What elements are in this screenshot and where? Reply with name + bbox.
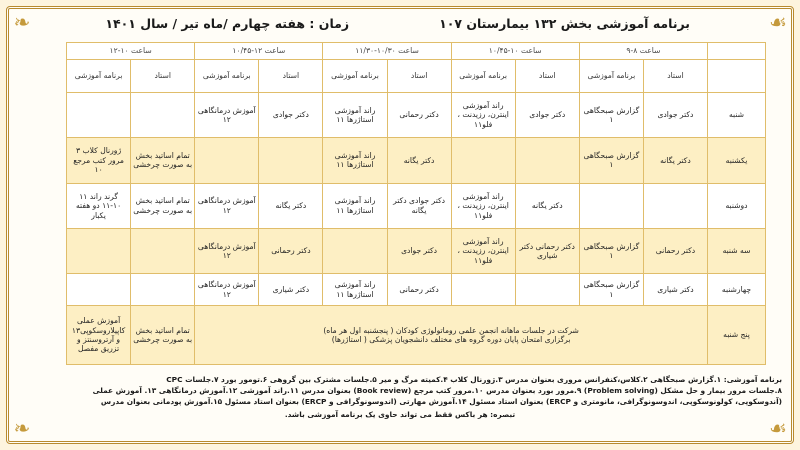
corner-cell (708, 43, 766, 60)
legend-note: تبصره: هر باکس فقط می تواند حاوی یک برنامه آموزشی باشد. (284, 410, 516, 420)
time-slot-2: ساعت ۱۰-۱۰/۴۵ (451, 43, 579, 60)
ornament-icon: ❧ (13, 416, 31, 440)
program-cell: آموزش درمانگاهی ۱۲ (195, 183, 259, 228)
day-row-tuesday (67, 228, 766, 273)
teacher-cell (515, 274, 579, 306)
day-label: شنبه (708, 93, 766, 138)
col-teacher: استاد (515, 60, 579, 93)
teacher-cell: دکتر جوادی (515, 93, 579, 138)
teacher-cell: تمام اساتید بخش به صورت چرخشی (131, 138, 195, 183)
program-cell (323, 228, 387, 273)
program-cell: گزارش صبحگاهی ۱ (579, 93, 643, 138)
col-program: برنامه آموزشی (323, 60, 387, 93)
program-cell: آموزش درمانگاهی ۱۲ (195, 228, 259, 273)
teacher-cell (643, 183, 707, 228)
program-cell (67, 228, 131, 273)
teacher-cell (515, 138, 579, 183)
program-cell: ژورنال کلاب ۳ مرور کتب مرجع ۱۰ (67, 138, 131, 183)
teacher-cell: دکتر شیاری (259, 274, 323, 306)
time-slot-5: ساعت ۱۰-۱۲ (67, 43, 195, 60)
teacher-cell: دکتر یگانه (515, 183, 579, 228)
program-cell: راند آموزشی استاژرها ۱۱ (323, 274, 387, 306)
day-label: سه شنبه (708, 228, 766, 273)
program-legend (18, 374, 782, 420)
teacher-cell: دکتر جوادی (643, 93, 707, 138)
time-slot-1: ساعت ۸-۹ (579, 43, 707, 60)
schedule-table (66, 42, 766, 365)
program-cell: راند آموزشی اینترن، رزیدنت ، فلو۱۱ (451, 93, 515, 138)
program-cell (195, 138, 259, 183)
program-cell (451, 274, 515, 306)
day-label: یکشنبه (708, 138, 766, 183)
program-cell: گزارش صبحگاهی ۱ (579, 228, 643, 273)
time-slot-4: ساعت ۱۲-۱۰/۴۵ (195, 43, 323, 60)
time-slot-3: ساعت ۱۰/۳۰-۱۱/۳۰ (323, 43, 451, 60)
ornament-icon: ❧ (13, 10, 31, 34)
col-program: برنامه آموزشی (195, 60, 259, 93)
program-cell: گزارش صبحگاهی ۱ (579, 138, 643, 183)
col-program: برنامه آموزشی (579, 60, 643, 93)
col-program: برنامه آموزشی (451, 60, 515, 93)
teacher-cell: دکتر یگانه (387, 138, 451, 183)
day-label: پنج شنبه (708, 305, 766, 364)
program-cell: گرند راند ۱۱ ۱۰-۱۱ دو هفته یکبار (67, 183, 131, 228)
program-cell: راند آموزشی اینترن، رزیدنت ، فلو۱۱ (451, 183, 515, 228)
page-title: برنامه آموزشی بخش ۱۳۲ بیمارستان ۱۰۷ (439, 15, 690, 31)
teacher-cell: دکتر جوادی دکتر یگانه (387, 183, 451, 228)
program-cell: راند آموزشی استاژرها ۱۱ (323, 93, 387, 138)
thursday-note-2: برگزاری امتحان پایان دوره گروه های مختلف دانشجویان پزشکی ( استاژرها) (331, 334, 571, 344)
teacher-cell: دکتر یگانه (643, 138, 707, 183)
teacher-cell: دکتر رحمانی (387, 274, 451, 306)
ornament-icon: ☙ (769, 10, 787, 34)
thursday-wide-cell (195, 305, 708, 364)
day-row-sunday (67, 138, 766, 183)
program-cell: آموزش درمانگاهی ۱۲ (195, 93, 259, 138)
teacher-cell (131, 93, 195, 138)
corner-cell (708, 60, 766, 93)
program-cell (451, 138, 515, 183)
program-cell: راند آموزشی استاژرها ۱۱ (323, 138, 387, 183)
legend-line: ۸.جلسات مرور بیمار و حل مشکل (Problem solving) ۹.مرور بورد بعنوان مدرس ۱۰.مرور کتب مرجع (Book review) بعنوان مدرس ۱۱.راند آموزشی ۱۲.آموزش درمانگاهی ۱۳. آموزش عملی (92, 386, 782, 396)
ornament-icon: ☙ (769, 416, 787, 440)
teacher-cell: دکتر رحمانی (387, 93, 451, 138)
teacher-cell: دکتر شیاری (643, 274, 707, 306)
col-teacher: استاد (643, 60, 707, 93)
program-cell: آموزش عملی کاپیلاروسکوپی۱۳ و آرتروسنتز و تزریق مفصل (67, 305, 131, 364)
teacher-cell (131, 274, 195, 306)
teacher-cell: دکتر جوادی (259, 93, 323, 138)
page-header (40, 12, 760, 34)
teacher-cell: تمام اساتید بخش به صورت چرخشی (131, 305, 195, 364)
teacher-cell (131, 228, 195, 273)
teacher-cell (259, 138, 323, 183)
thursday-note-1: شرکت در جلسات ماهانه انجمن علمی روماتولوژی کودکان ( پنجشنبه اول هر ماه) (323, 325, 579, 335)
day-label: دوشنبه (708, 183, 766, 228)
program-cell (579, 183, 643, 228)
legend-line: (آندوسکوپی، کولونوسکوپی، اندوسونوگرافی، مانومتری و ERCP) بعنوان استاد مسئول ۱۴.آموزش مهارتی (اندوسونوگرافی و ERCP) بعنوان استاد مسئول ۱۵.آموزش پودمانی بعنوان مدرس (100, 397, 782, 407)
col-teacher: استاد (131, 60, 195, 93)
day-row-saturday (67, 93, 766, 138)
legend-line: برنامه آموزشی: ۱.گزارش صبحگاهی ۲.کلاس،کنفرانس مروری بعنوان مدرس ۳.ژورنال کلاب ۴.کمیته مرگ و میر ۵.جلسات مشترک بین گروهی ۶.تومور بورد ۷.جلسات CPC (166, 375, 782, 384)
program-cell: آموزش درمانگاهی ۱۲ (195, 274, 259, 306)
schedule-date: زمان : هفته چهارم /ماه تیر / سال ۱۴۰۱ (105, 15, 350, 31)
program-cell: گزارش صبحگاهی ۱ (579, 274, 643, 306)
col-teacher: استاد (259, 60, 323, 93)
teacher-cell: تمام اساتید بخش به صورت چرخشی (131, 183, 195, 228)
program-cell: راند آموزشی اینترن، رزیدنت ، فلو۱۱ (451, 228, 515, 273)
program-cell: راند آموزشی استاژرها ۱۱ (323, 183, 387, 228)
teacher-cell: دکتر رحمانی دکتر شیاری (515, 228, 579, 273)
col-teacher: استاد (387, 60, 451, 93)
teacher-cell: دکتر یگانه (259, 183, 323, 228)
day-label: چهارشنبه (708, 274, 766, 306)
time-header-row (67, 43, 766, 60)
program-cell (67, 274, 131, 306)
col-program: برنامه آموزشی (67, 60, 131, 93)
day-row-wednesday (67, 274, 766, 306)
teacher-cell: دکتر رحمانی (643, 228, 707, 273)
program-cell (67, 93, 131, 138)
day-row-monday (67, 183, 766, 228)
teacher-cell: دکتر رحمانی (259, 228, 323, 273)
teacher-cell: دکتر جوادی (387, 228, 451, 273)
sub-header-row (67, 60, 766, 93)
day-row-thursday (67, 305, 766, 364)
